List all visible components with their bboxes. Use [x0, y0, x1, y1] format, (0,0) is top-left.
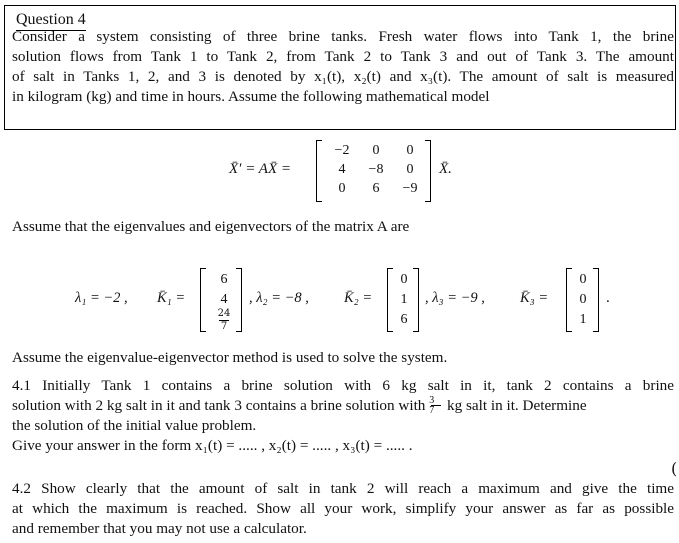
- part-4-2-line: and remember that you may not use a calculator.: [12, 520, 307, 537]
- part-4-2-line: 4.2 Show clearly that the amount of salt in tank 2 will reach a maximum and give the time: [12, 480, 674, 497]
- matrix-cell: −9: [402, 181, 418, 196]
- stray-paren: (: [671, 459, 678, 478]
- model-rhs: X̄.: [439, 161, 452, 177]
- k3-entry: 1: [579, 312, 587, 327]
- method-line: Assume the eigenvalue-eigenvector method is used to solve the system.: [12, 349, 448, 366]
- matrix-cell: 0: [406, 162, 414, 177]
- k2-entry: 6: [400, 312, 408, 327]
- intro-paragraph: [12, 27, 674, 107]
- matrix-cell: 4: [338, 162, 346, 177]
- part-4-2-line: at which the maximum is reached. Show all your work, simplify your answer as far as possible: [12, 500, 674, 517]
- part-4-1-line: the solution of the initial value problem.: [12, 417, 257, 434]
- salt-fraction: $\frac{3}{7}$: [429, 396, 443, 415]
- eigen-period: .: [606, 290, 610, 306]
- part-4-1-line: 4.1 Initially Tank 1 contains a brine solution with 6 kg salt in it, tank 2 contains a brine: [12, 377, 674, 394]
- question-title: Question 4: [16, 10, 86, 31]
- k2-entry: 1: [400, 292, 408, 307]
- eigen-intro: Assume that the eigenvalues and eigenvectors of the matrix A are: [12, 218, 410, 235]
- intro-line: in kilogram (kg) and time in hours. Assume the following mathematical model: [12, 88, 490, 105]
- intro-line: of salt in Tanks 1, 2, and 3 is denoted by x₁(t), x₂(t) and x₃(t). The amount of salt is measured: [12, 68, 674, 85]
- k1-entry: 6: [220, 272, 228, 287]
- lambda-3: , λ₃ = −9 ,: [425, 290, 485, 306]
- lambda-2: , λ₂ = −8 ,: [249, 290, 309, 306]
- matrix-cell: −2: [334, 143, 350, 158]
- matrix-cell: 6: [372, 181, 380, 196]
- k1-fraction: 24 7: [217, 308, 231, 332]
- k1-label: K̄₁ =: [157, 290, 186, 306]
- matrix-right-bracket: [425, 140, 431, 202]
- k1-left-bracket: [200, 268, 206, 332]
- matrix-cell: 0: [406, 143, 414, 158]
- lambda-1: λ₁ = −2 ,: [75, 290, 128, 306]
- k1-entry: 4: [220, 292, 228, 307]
- k3-entry: 0: [579, 272, 587, 287]
- intro-line: solution flows from Tank 1 to Tank 2, from Tank 2 to Tank 3 and out of Tank 3. The amount: [12, 48, 674, 65]
- k3-entry: 0: [579, 292, 587, 307]
- part-4-1: [12, 376, 674, 456]
- k2-label: K̄₂ =: [344, 290, 373, 306]
- k2-entry: 0: [400, 272, 408, 287]
- k3-label: K̄₃ =: [520, 290, 549, 306]
- model-lhs: X̄′ = AX̄ =: [229, 161, 291, 177]
- matrix-cell: −8: [368, 162, 384, 177]
- matrix-cell: 0: [372, 143, 380, 158]
- matrix-cell: 0: [338, 181, 346, 196]
- answer-form: Give your answer in the form x₁(t) = ..... , x₂(t) = ..... , x₃(t) = ..... .: [12, 437, 413, 454]
- part-4-1-line2: solution with 2 kg salt in it and tank 3 contains a brine solution with $\frac{3}{7}$ kg salt in it. Determine: [12, 395, 587, 416]
- matrix-left-bracket: [316, 140, 322, 202]
- intro-line: Consider a system consisting of three brine tanks. Fresh water flows into Tank 1, the brine: [12, 28, 674, 45]
- part-4-2: [12, 479, 674, 539]
